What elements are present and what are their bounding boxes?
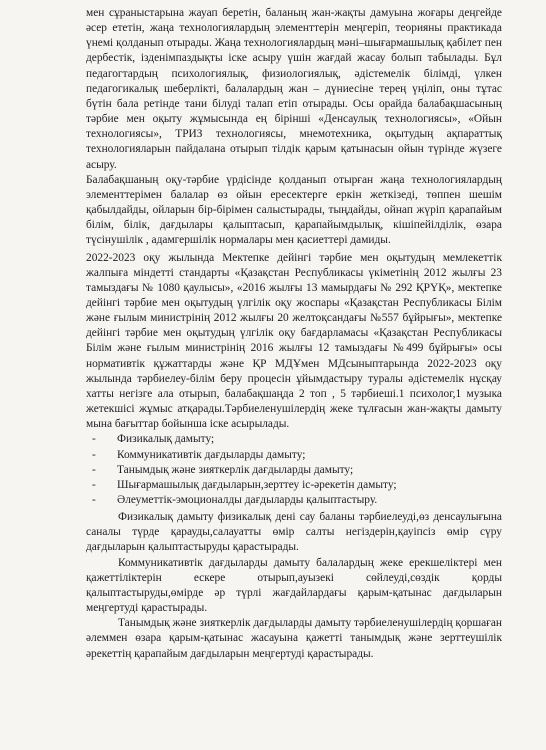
list-item <box>92 463 502 478</box>
paragraph-cognitive-skills: Танымдық және зияткерлік дағдыларды дамыту тәрбиеленушілердің қоршаған әлеммен өзара қарым-қатынас жасауына қажетті танымдық және зерттеушілік әрекеттің қарапайым дағдыларын меңгертуді қарастырады. <box>86 617 502 660</box>
paragraph-technologies: мен сұраныстарына жауап беретін, баланың жан-жақты дамуына жоғары деңгейде әсер ететін, жаңа технологиялардың элементтерін меңгеріп, теорияны практикада үнемі қолданып отырады. Жаңа технологиялардың мәні–шығармашылық қабілет пен дербестік, ізденімпаздықты іске асыру үшін жағдай жасау болып табылады. Бұл педагогтардың психологиялық, физиологиялық, әдістемелік білімді, үлкен педагогикалық шеберлікті, балалардың жан – дүниесіне терең үңіліп, оны тұтас бүтін бала ретінде тани білуді талап етіп отырады. Осы орайда балабақшасының тәрбие мен оқыту жұмысында ең бірінші «Денсаулық технологиясы», «Ойын технологиясы», ТРИЗ технологиясы, мнемотехника, оқытудың ақпараттық технологияларын пайдалана отырып тілдік қарым қатынасын ойын түрінде жүзеге асыру. <box>86 7 502 171</box>
list-item-text: Коммуникативтік дағдыларды дамыту; <box>117 448 306 461</box>
list-item-text: Әлеуметтік-эмоционалды дағдыларды қалыптастыру. <box>117 494 378 506</box>
list-dash: - <box>92 448 96 461</box>
paragraph-physical-development: Физикалық дамыту физикалық дені сау баланы тәрбиелеуді,өз денсаулығына саналы түрде қарауды,салауатты өмір салты негіздерін,қауіпсіз өмір сүру дағдыларын қалыптастыруды қарастырады. <box>86 511 502 554</box>
list-item <box>92 478 502 493</box>
list-item <box>92 432 502 447</box>
list-dash: - <box>92 478 96 491</box>
paragraph-communicative-skills: Коммуникативтік дағдыларды дамыту балалардың жеке ерекшеліктері мен қажеттіліктерін ескере отырып,ауызекі сөйлеуді,сөздік қорды қалыптастыруды,өмірде әр түрлі жағдайлардағы қарым-қатынас дағдыларын меңгертуді қарастырады. <box>86 556 502 615</box>
list-item-text: Танымдық және зияткерлік дағдыларды дамыту; <box>117 463 354 476</box>
list-dash: - <box>92 494 96 506</box>
list-dash: - <box>92 463 96 476</box>
list-item-text: Шығармашылық дағдыларын,зерттеу іс-әрекетін дамыту; <box>117 478 397 491</box>
paragraph-academic-year: 2022-2023 оқу жылында Мектепке дейінгі тәрбие мен оқытудың мемлекеттік жалпыға міндетті стандарты «Қазақстан Республикасы үкіметінің 2012 жылғы 23 тамыздағы № 1080 қаулысы», «2016 жылғы 13 мамырдағы № 292 ҚРҮҚ», мектепке дейінгі тәрбие мен оқытудың үлгілік оқу жоспары «Қазақстан Республикасы Білім және ғылым министрінің 2012 жылғы 20 желтоқсандағы №557 бұйрығы», мектепке дейінгі тәрбие мен оқытудың үлгілік оқу бағдарламасы «Қазақстан Республикасы Білім және ғылым министрінің 2016 жылғы 12 тамыздағы №499 бұйрығы» осы нормативтік құжаттарды және ҚР МДҰмен МДсыныптарында 2022-2023 оқу жылында тәрбиелеу-білім беру процесін ұйымдастыру туралы әдістемелік нұсқау хатты негізге ала отырып, балабақшаңда 2 топ , 5 тәрбиеші.1 психолог,1 музыка жетекшісі жұмыс атқарады.Тәрбиеленушілердің жеке тұлғасын жан-жақты дамыту мына бағыттар бойынша іске асырылады. <box>86 251 502 431</box>
development-directions-list <box>86 432 502 508</box>
list-dash: - <box>92 433 96 446</box>
list-item <box>92 448 502 463</box>
paragraph-kindergarten-process: Балабақшаның оқу-тәрбие үрдісінде қолданып отырған жаңа технологиялардың элементтерімен балалар өз ойын ересектерге еркін жеткізеді, төппен шешім қабылдайды, ойларын бір-бірімен салыстырады, тыңдайды, ойнап жүріп қарапайым білім, білік, дағдылары қалыптасып, қарапайымдылық, кішіпейілділік, өзара түсінушілік , адамгершілік нормалары мен қасиеттері дамиды. <box>86 173 502 247</box>
list-item <box>92 493 502 508</box>
list-item-text: Физикалық дамыту; <box>117 433 215 446</box>
